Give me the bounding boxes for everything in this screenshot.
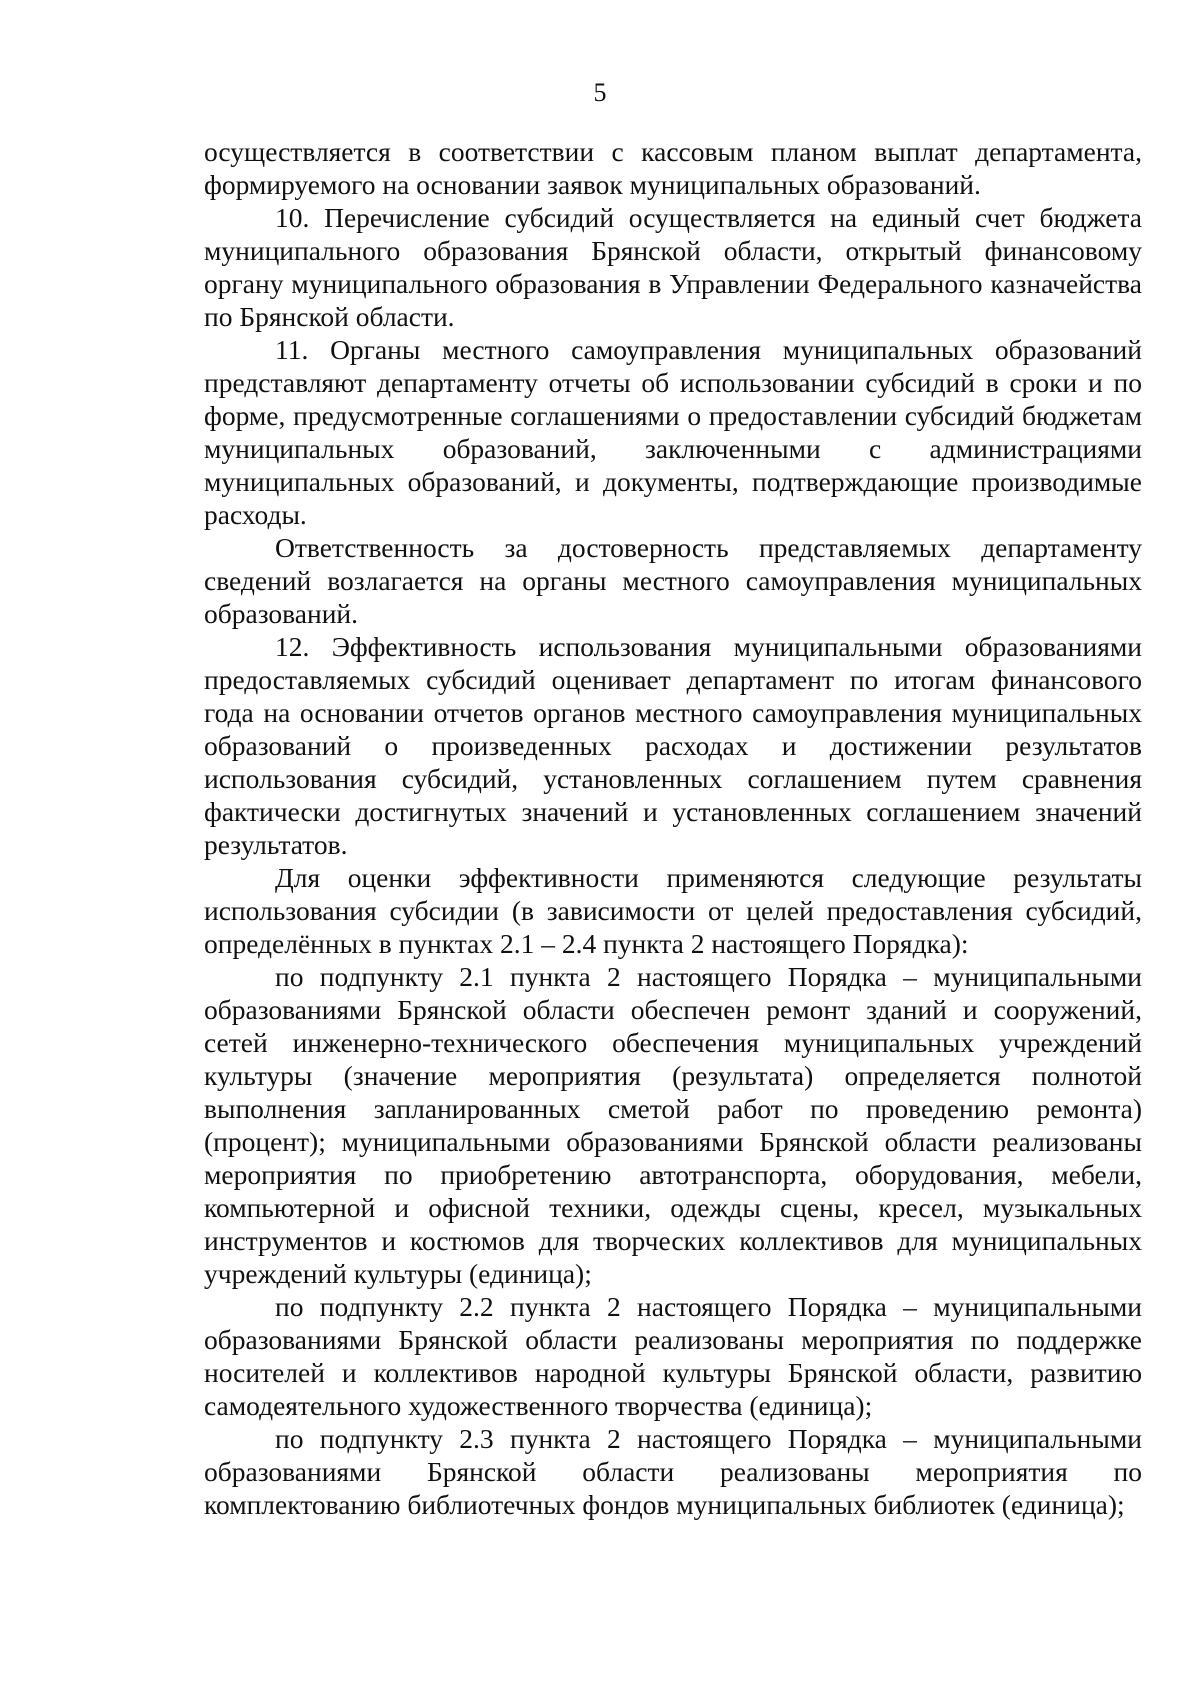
paragraph-item-12: 12. Эффективность использования муниципальными образованиями предоставляемых субсидий оценивает департамент по итогам финансового года на основании отчетов органов местного самоуправления муниципальных образований о произведенных расходах и достижении результатов использования субсидий, установленных соглашением путем сравнения фактически достигнутых значений и установленных соглашением значений результатов. — [204, 631, 1142, 860]
paragraph-continuation: осуществляется в соответствии с кассовым планом выплат департамента, формируемого на основании заявок муниципальных образований. — [204, 136, 1142, 200]
document-body — [204, 135, 1142, 1521]
paragraph-item-11: 11. Органы местного самоуправления муниципальных образований представляют департаменту отчеты об использовании субсидий в сроки и по форме, предусмотренные соглашениями о предоставлении субсидий бюджетам муниципальных образований, заключенными с администрациями муниципальных образований, и документы, подтверждающие производимые расходы. — [204, 334, 1142, 530]
paragraph-item-10: 10. Перечисление субсидий осуществляется на единый счет бюджета муниципального образования Брянской области, открытый финансовому органу муниципального образования в Управлении Федерального казначейства по Брянской области. — [204, 202, 1142, 332]
page-number: 5 — [593, 78, 607, 107]
paragraph-subitem-2-2: по подпункту 2.2 пункта 2 настоящего Порядка – муниципальными образованиями Брянской области реализованы мероприятия по поддержке носителей и коллективов народной культуры Брянской области, развитию самодеятельного художественного творчества (единица); — [204, 1291, 1142, 1421]
paragraph-evaluation-intro: Для оценки эффективности применяются следующие результаты использования субсидии (в зависимости от целей предоставления субсидий, определённых в пунктах 2.1 – 2.4 пункта 2 настоящего Порядка): — [204, 862, 1142, 959]
paragraph-responsibility: Ответственность за достоверность представляемых департаменту сведений возлагается на органы местного самоуправления муниципальных образований. — [204, 532, 1142, 629]
paragraph-subitem-2-1: по подпункту 2.1 пункта 2 настоящего Порядка – муниципальными образованиями Брянской области обеспечен ремонт зданий и сооружений, сетей инженерно-технического обеспечения муниципальных учреждений культуры (значение мероприятия (результата) определяется полнотой выполнения запланированных сметой работ по проведению ремонта) (процент); муниципальными образованиями Брянской области реализованы мероприятия по приобретению автотранспорта, оборудования, мебели, компьютерной и офисной техники, одежды сцены, кресел, музыкальных инструментов и костюмов для творческих коллективов для муниципальных учреждений культуры (единица); — [204, 961, 1142, 1289]
paragraph-subitem-2-3: по подпункту 2.3 пункта 2 настоящего Порядка – муниципальными образованиями Брянской области реализованы мероприятия по комплектованию библиотечных фондов муниципальных библиотек (единица); — [204, 1423, 1142, 1520]
